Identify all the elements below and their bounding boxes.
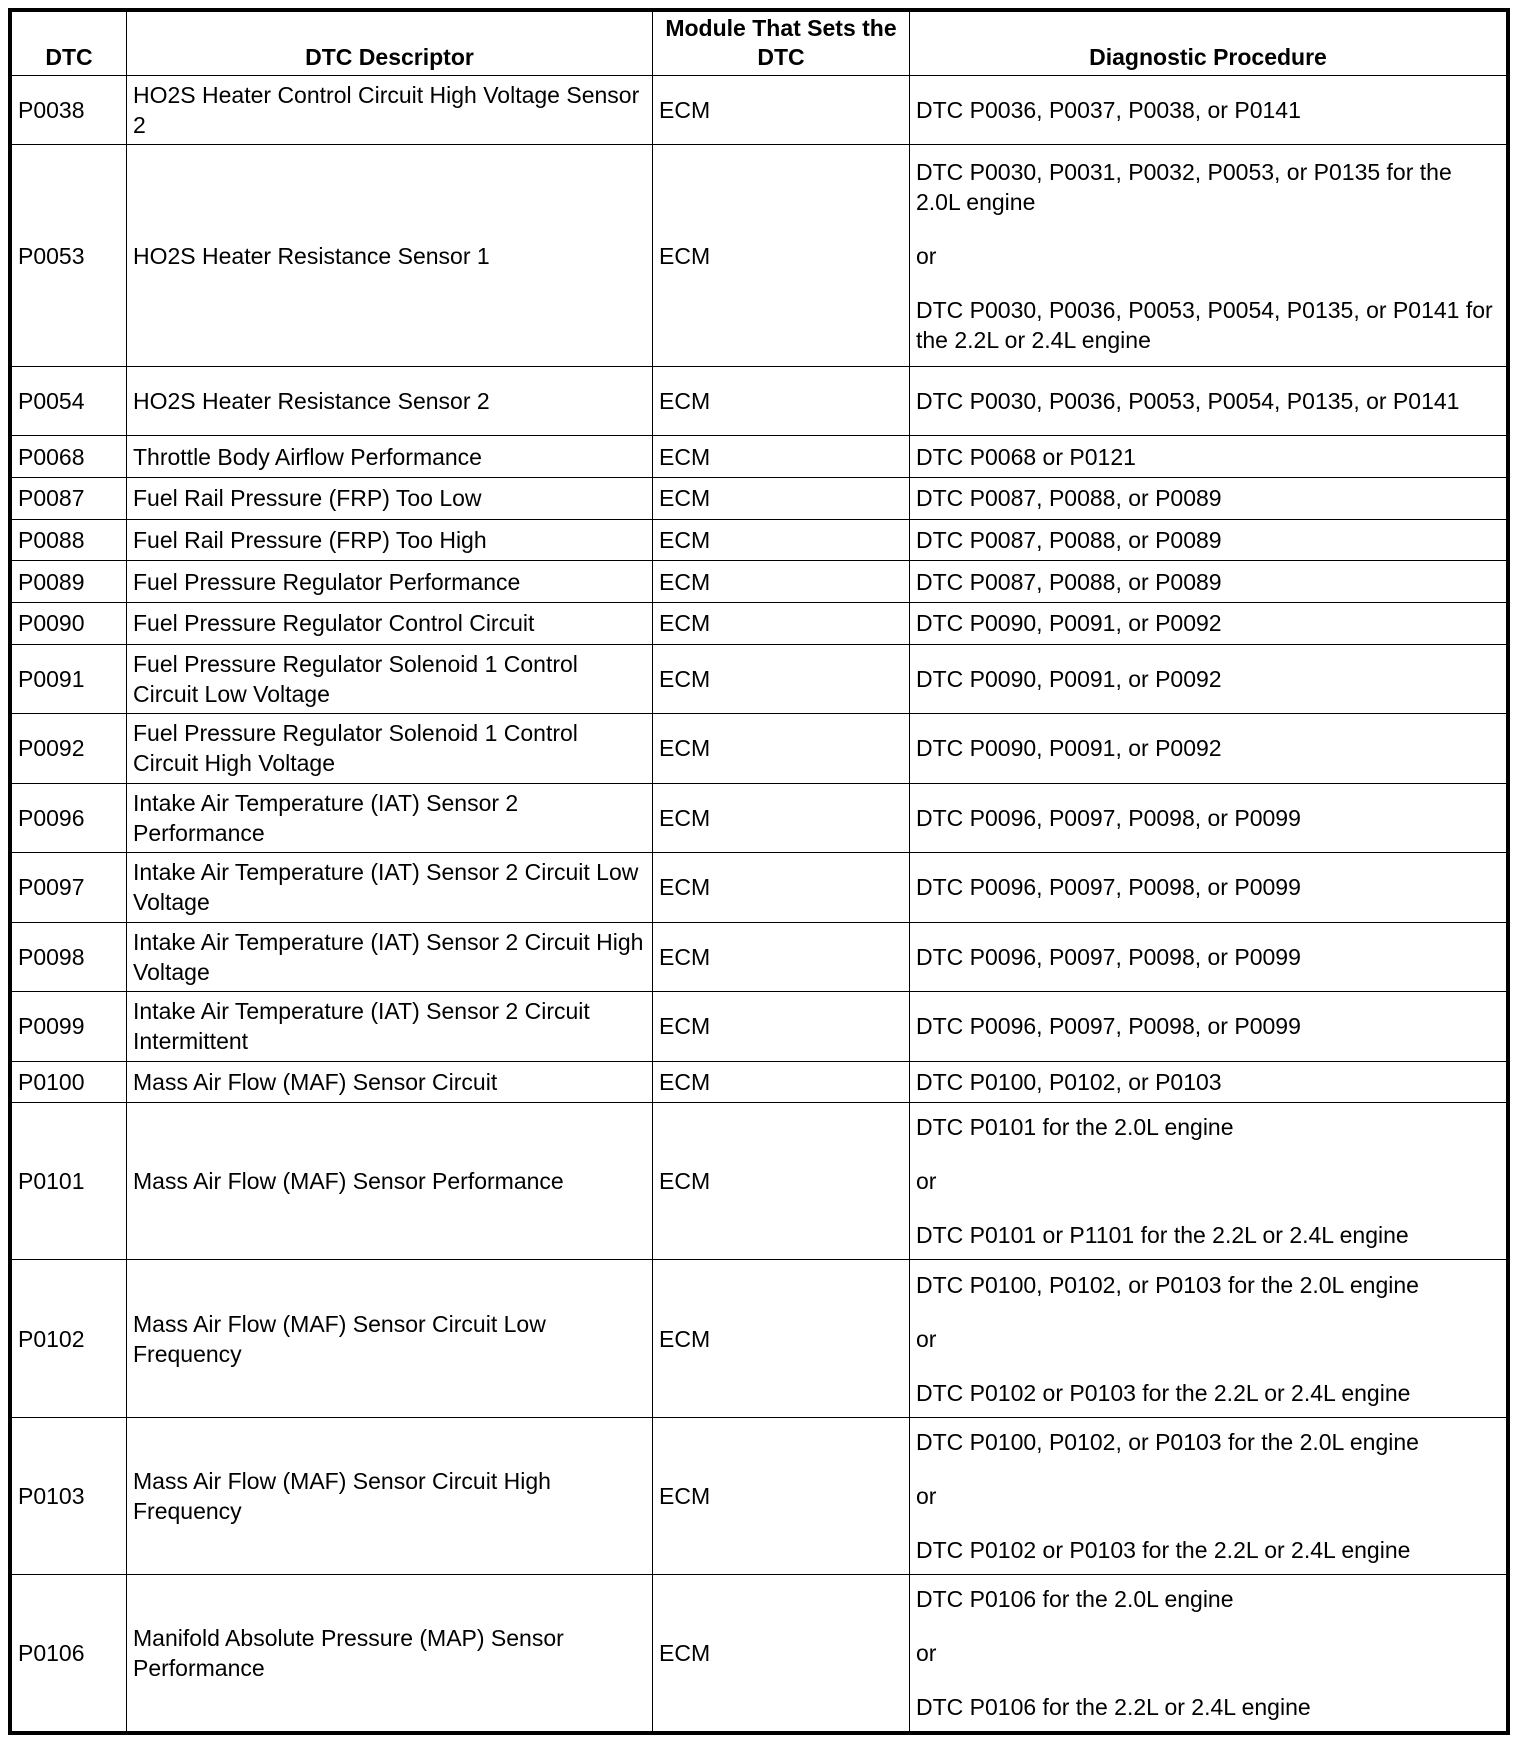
cell-module: ECM — [653, 366, 910, 435]
cell-procedure — [910, 145, 1507, 366]
table-row — [12, 603, 1507, 645]
cell-dtc: P0098 — [12, 922, 127, 991]
cell-descriptor: Fuel Rail Pressure (FRP) Too Low — [127, 477, 653, 519]
cell-module: ECM — [653, 1260, 910, 1417]
cell-procedure — [910, 561, 1507, 603]
cell-module: ECM — [653, 1417, 910, 1574]
cell-dtc: P0038 — [12, 76, 127, 145]
line-gap — [916, 1614, 1500, 1638]
procedure-line: DTC P0090, P0091, or P0092 — [916, 735, 1222, 762]
cell-procedure — [910, 436, 1507, 478]
procedure-line: DTC P0100, P0102, or P0103 for the 2.0L engine — [916, 1271, 1419, 1298]
cell-module: ECM — [653, 436, 910, 478]
cell-descriptor: Fuel Pressure Regulator Performance — [127, 561, 653, 603]
cell-procedure — [910, 1103, 1507, 1260]
cell-dtc: P0088 — [12, 519, 127, 561]
cell-procedure — [910, 366, 1507, 435]
procedure-line: DTC P0030, P0031, P0032, P0053, or P0135 for the 2.0L engine — [916, 158, 1452, 215]
procedure-line: DTC P0030, P0036, P0053, P0054, P0135, or P0141 — [916, 388, 1460, 415]
cell-dtc: P0090 — [12, 603, 127, 645]
cell-procedure — [910, 644, 1507, 713]
cell-descriptor: Fuel Pressure Regulator Control Circuit — [127, 603, 653, 645]
cell-procedure — [910, 783, 1507, 852]
cell-module: ECM — [653, 145, 910, 366]
cell-descriptor: Manifold Absolute Pressure (MAP) Sensor Performance — [127, 1574, 653, 1731]
procedure-line: DTC P0096, P0097, P0098, or P0099 — [916, 874, 1301, 901]
procedure-line: or — [916, 1168, 937, 1195]
cell-dtc: P0102 — [12, 1260, 127, 1417]
procedure-line: DTC P0087, P0088, or P0089 — [916, 568, 1222, 595]
table-body — [12, 76, 1507, 1732]
cell-descriptor: HO2S Heater Resistance Sensor 1 — [127, 145, 653, 366]
cell-procedure — [910, 714, 1507, 783]
header-row — [12, 12, 1507, 76]
table-row — [12, 714, 1507, 783]
procedure-line: or — [916, 1639, 937, 1666]
cell-descriptor: Mass Air Flow (MAF) Sensor Circuit — [127, 1061, 653, 1103]
line-gap — [916, 1457, 1500, 1481]
cell-procedure — [910, 1260, 1507, 1417]
cell-descriptor: HO2S Heater Resistance Sensor 2 — [127, 366, 653, 435]
cell-dtc: P0068 — [12, 436, 127, 478]
procedure-line: DTC P0100, P0102, or P0103 — [916, 1068, 1222, 1095]
cell-descriptor: Throttle Body Airflow Performance — [127, 436, 653, 478]
cell-dtc: P0101 — [12, 1103, 127, 1260]
table-row — [12, 992, 1507, 1061]
table-row — [12, 922, 1507, 991]
procedure-line: or — [916, 1482, 937, 1509]
table-row — [12, 1260, 1507, 1417]
cell-procedure — [910, 76, 1507, 145]
table-row — [12, 853, 1507, 922]
cell-dtc: P0097 — [12, 853, 127, 922]
cell-module: ECM — [653, 76, 910, 145]
cell-module: ECM — [653, 922, 910, 991]
cell-dtc: P0096 — [12, 783, 127, 852]
cell-module: ECM — [653, 644, 910, 713]
procedure-line: DTC P0087, P0088, or P0089 — [916, 485, 1222, 512]
procedure-line: DTC P0102 or P0103 for the 2.2L or 2.4L engine — [916, 1379, 1411, 1406]
procedure-line: DTC P0036, P0037, P0038, or P0141 — [916, 97, 1301, 124]
procedure-line: DTC P0100, P0102, or P0103 for the 2.0L engine — [916, 1428, 1419, 1455]
cell-module: ECM — [653, 519, 910, 561]
procedure-line: DTC P0101 or P1101 for the 2.2L or 2.4L engine — [916, 1222, 1409, 1249]
dtc-table — [11, 11, 1507, 1732]
cell-dtc: P0099 — [12, 992, 127, 1061]
cell-procedure — [910, 992, 1507, 1061]
cell-dtc: P0106 — [12, 1574, 127, 1731]
procedure-line: DTC P0096, P0097, P0098, or P0099 — [916, 1013, 1301, 1040]
header-module: Module That Sets the DTC — [653, 12, 910, 76]
line-gap — [916, 1668, 1500, 1692]
cell-module: ECM — [653, 477, 910, 519]
table-row — [12, 436, 1507, 478]
procedure-line: DTC P0030, P0036, P0053, P0054, P0135, or P0141 for the 2.2L or 2.4L engine — [916, 296, 1493, 353]
cell-descriptor: Mass Air Flow (MAF) Sensor Performance — [127, 1103, 653, 1260]
line-gap — [916, 1142, 1500, 1166]
cell-dtc: P0089 — [12, 561, 127, 603]
procedure-line: or — [916, 1325, 937, 1352]
procedure-line: DTC P0106 for the 2.2L or 2.4L engine — [916, 1693, 1311, 1720]
cell-descriptor: HO2S Heater Control Circuit High Voltage Sensor 2 — [127, 76, 653, 145]
cell-module: ECM — [653, 603, 910, 645]
cell-descriptor: Fuel Pressure Regulator Solenoid 1 Control Circuit Low Voltage — [127, 644, 653, 713]
table-row — [12, 145, 1507, 366]
procedure-line: or — [916, 242, 937, 269]
cell-module: ECM — [653, 853, 910, 922]
table-row — [12, 1574, 1507, 1731]
cell-descriptor: Fuel Rail Pressure (FRP) Too High — [127, 519, 653, 561]
cell-module: ECM — [653, 783, 910, 852]
cell-module: ECM — [653, 1574, 910, 1731]
cell-dtc: P0054 — [12, 366, 127, 435]
cell-descriptor: Intake Air Temperature (IAT) Sensor 2 Circuit Low Voltage — [127, 853, 653, 922]
table-row — [12, 76, 1507, 145]
cell-procedure — [910, 1417, 1507, 1574]
procedure-line: DTC P0102 or P0103 for the 2.2L or 2.4L engine — [916, 1536, 1411, 1563]
cell-module: ECM — [653, 1061, 910, 1103]
header-procedure: Diagnostic Procedure — [910, 12, 1507, 76]
table-row — [12, 561, 1507, 603]
table-row — [12, 477, 1507, 519]
cell-dtc: P0087 — [12, 477, 127, 519]
cell-descriptor: Intake Air Temperature (IAT) Sensor 2 Circuit Intermittent — [127, 992, 653, 1061]
cell-dtc: P0091 — [12, 644, 127, 713]
procedure-line: DTC P0087, P0088, or P0089 — [916, 526, 1222, 553]
procedure-line: DTC P0090, P0091, or P0092 — [916, 610, 1222, 637]
table-row — [12, 366, 1507, 435]
dtc-table-sheet — [8, 8, 1510, 1735]
line-gap — [916, 1511, 1500, 1535]
table-row — [12, 783, 1507, 852]
cell-procedure — [910, 1061, 1507, 1103]
procedure-line: DTC P0090, P0091, or P0092 — [916, 665, 1222, 692]
cell-descriptor: Intake Air Temperature (IAT) Sensor 2 Circuit High Voltage — [127, 922, 653, 991]
line-gap — [916, 1354, 1500, 1378]
cell-module: ECM — [653, 992, 910, 1061]
cell-descriptor: Mass Air Flow (MAF) Sensor Circuit High Frequency — [127, 1417, 653, 1574]
table-row — [12, 1061, 1507, 1103]
line-gap — [916, 1196, 1500, 1220]
cell-descriptor: Intake Air Temperature (IAT) Sensor 2 Performance — [127, 783, 653, 852]
cell-procedure — [910, 922, 1507, 991]
table-row — [12, 644, 1507, 713]
cell-descriptor: Fuel Pressure Regulator Solenoid 1 Control Circuit High Voltage — [127, 714, 653, 783]
procedure-line: DTC P0096, P0097, P0098, or P0099 — [916, 943, 1301, 970]
cell-descriptor: Mass Air Flow (MAF) Sensor Circuit Low Frequency — [127, 1260, 653, 1417]
line-gap — [916, 1300, 1500, 1324]
cell-procedure — [910, 1574, 1507, 1731]
procedure-line: DTC P0101 for the 2.0L engine — [916, 1114, 1234, 1141]
header-descriptor: DTC Descriptor — [127, 12, 653, 76]
cell-procedure — [910, 477, 1507, 519]
table-row — [12, 1417, 1507, 1574]
table-row — [12, 1103, 1507, 1260]
cell-module: ECM — [653, 561, 910, 603]
cell-module: ECM — [653, 1103, 910, 1260]
line-gap — [916, 271, 1500, 295]
line-gap — [916, 217, 1500, 241]
cell-dtc: P0103 — [12, 1417, 127, 1574]
cell-dtc: P0100 — [12, 1061, 127, 1103]
table-row — [12, 519, 1507, 561]
cell-module: ECM — [653, 714, 910, 783]
cell-procedure — [910, 603, 1507, 645]
header-dtc: DTC — [12, 12, 127, 76]
cell-procedure — [910, 853, 1507, 922]
cell-dtc: P0092 — [12, 714, 127, 783]
cell-procedure — [910, 519, 1507, 561]
procedure-line: DTC P0106 for the 2.0L engine — [916, 1585, 1234, 1612]
procedure-line: DTC P0068 or P0121 — [916, 443, 1136, 470]
procedure-line: DTC P0096, P0097, P0098, or P0099 — [916, 804, 1301, 831]
cell-dtc: P0053 — [12, 145, 127, 366]
